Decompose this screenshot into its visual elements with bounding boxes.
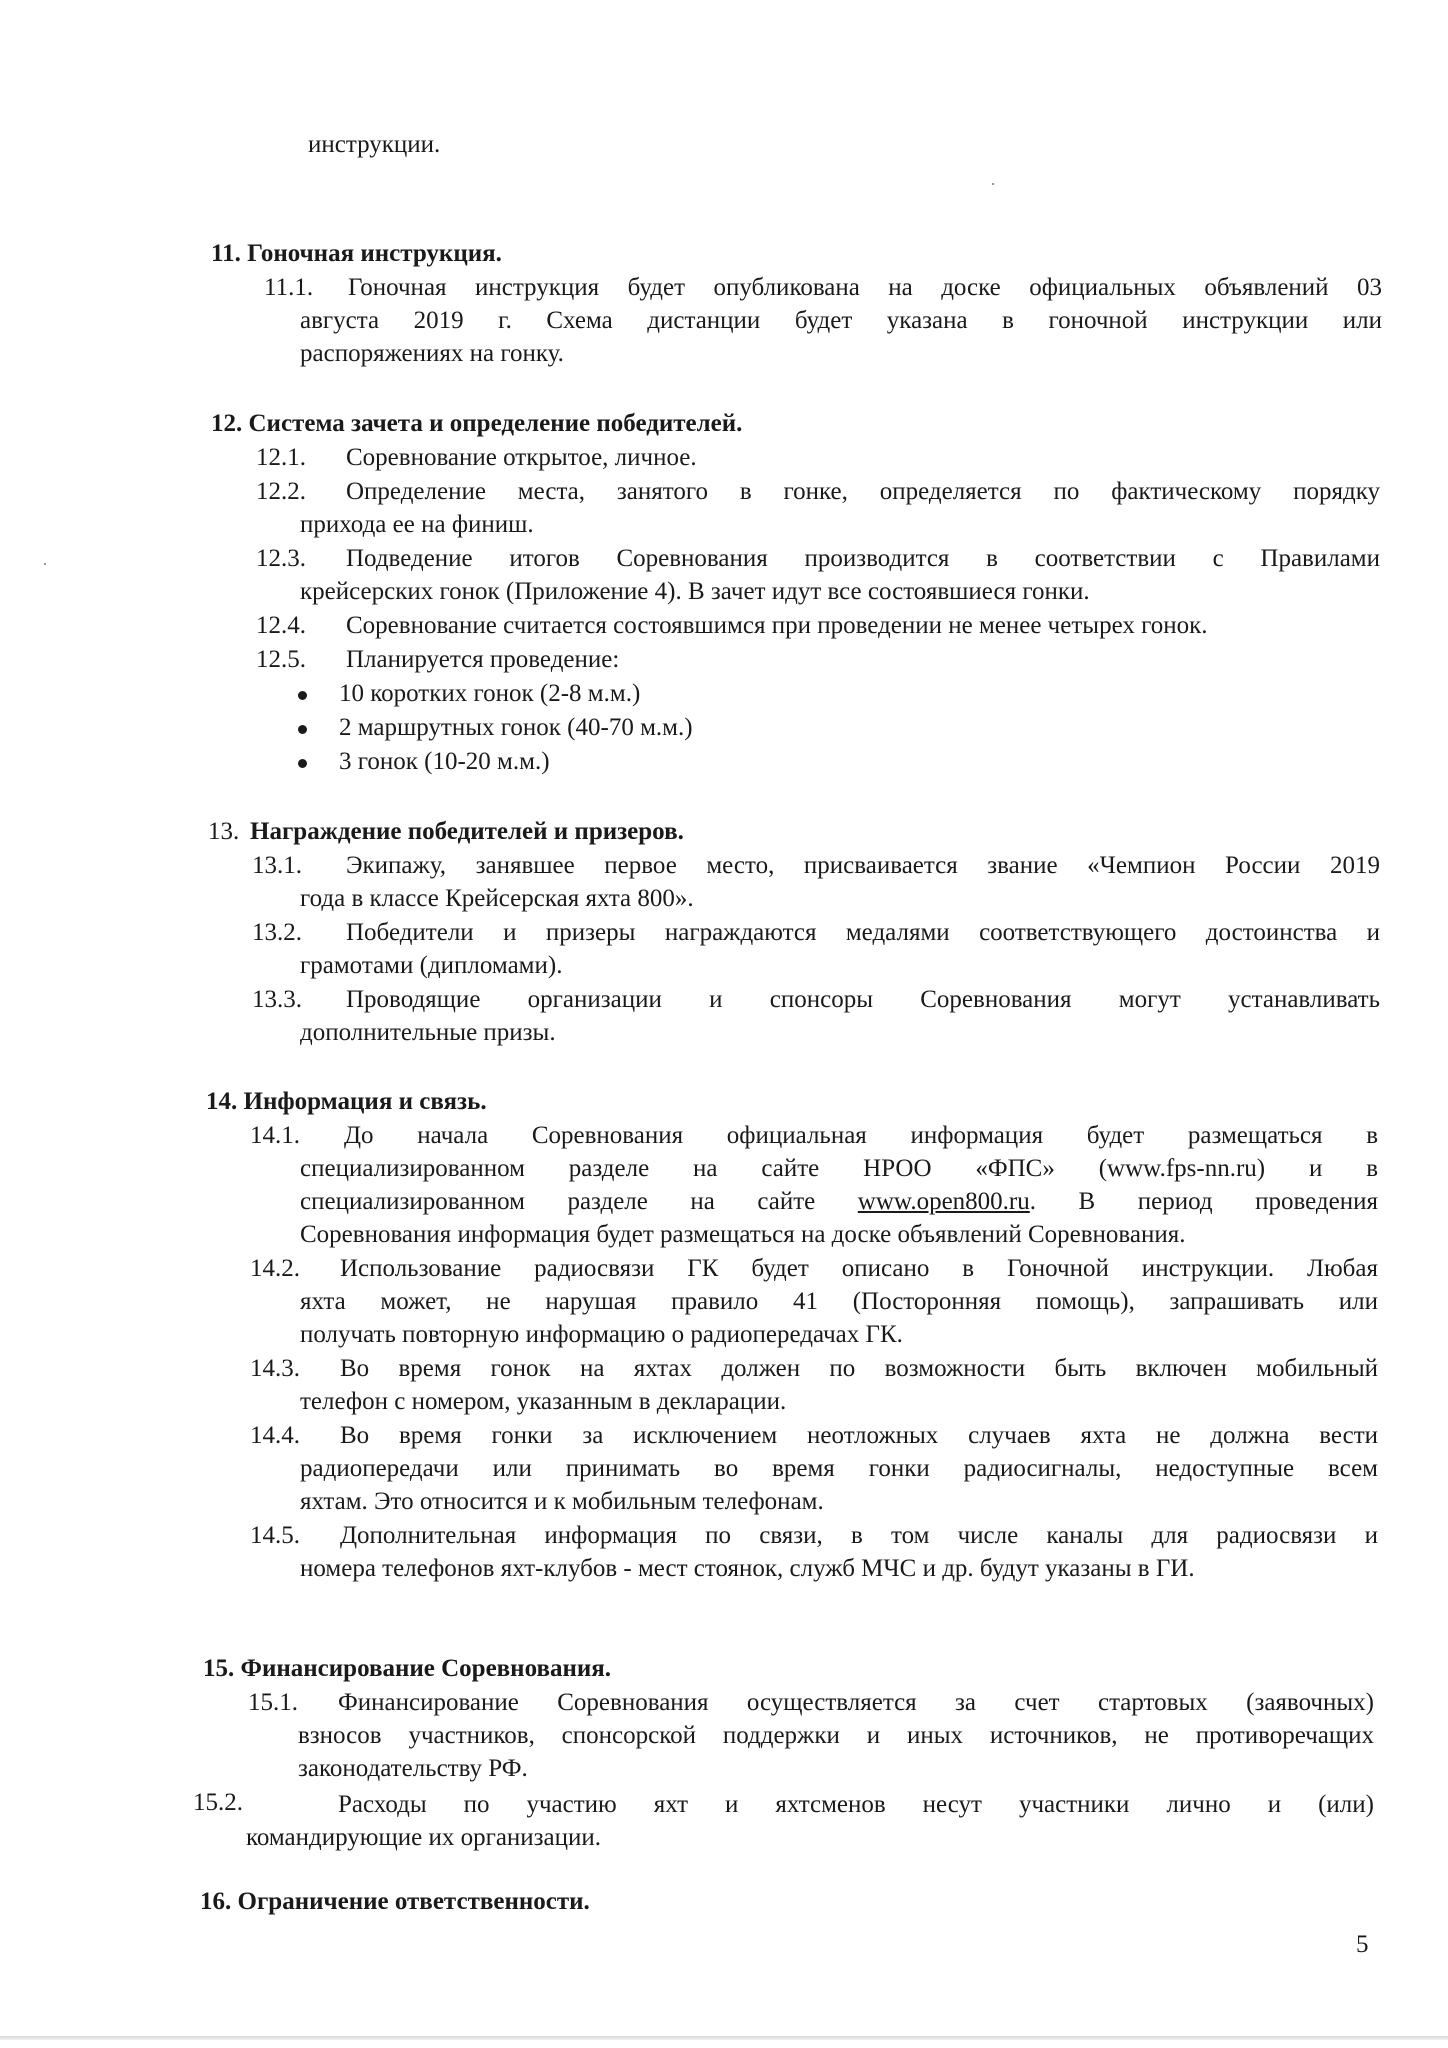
- item-text-11-1-line1: Гоночная инструкция будет опубликована на доске официальных объявлений 03: [348, 274, 1382, 301]
- section-heading-16: 16. Ограничение ответственности.: [200, 1888, 590, 1915]
- bullet-item: 2 маршрутных гонок (40-70 м.м.): [339, 714, 693, 741]
- website-link[interactable]: www.open800.ru: [857, 1188, 1030, 1215]
- item-number-13-2: 13.2.: [252, 919, 302, 946]
- item-text-14-4-line1: Во время гонки за исключением неотложных случаев яхта не должна вести: [340, 1422, 1378, 1449]
- item-text-14-1-line3: [300, 1187, 1378, 1217]
- item-text-14-2-line1: Использование радиосвязи ГК будет описано в Гоночной инструкции. Любая: [340, 1255, 1378, 1282]
- item-text-11-1-line3: распоряжениях на гонку.: [300, 340, 564, 367]
- item-text-14-4-line3: яхтам. Это относится и к мобильным телефонам.: [300, 1488, 824, 1515]
- item-number-15-1: 15.1.: [248, 1689, 298, 1716]
- item-text-14-1-line4: Соревнования информация будет размещаться на доске объявлений Соревнования.: [300, 1221, 1186, 1248]
- bullet-icon: [298, 759, 307, 768]
- bullet-item: 3 гонок (10-20 м.м.): [339, 748, 550, 775]
- item-number-14-5: 14.5.: [250, 1522, 300, 1549]
- item-number-12-3: 12.3.: [256, 545, 306, 572]
- bullet-icon: [298, 725, 307, 734]
- item-text-15-2-line2: командирующие их организации.: [246, 1824, 602, 1851]
- item-text-13-2-line1: Победители и призеры награждаются медалями соответствующего достоинства и: [346, 919, 1380, 946]
- item-text-15-2-line1: Расходы по участию яхт и яхтсменов несут участники лично и (или): [338, 1791, 1374, 1818]
- item-text-14-5-line1: Дополнительная информация по связи, в том числе каналы для радиосвязи и: [340, 1522, 1378, 1549]
- item-text-13-3-line2: дополнительные призы.: [300, 1019, 556, 1046]
- item-number-12-2: 12.2.: [256, 478, 306, 505]
- item-text-15-1-line3: законодательству РФ.: [298, 1755, 528, 1782]
- item-number-14-3: 14.3.: [250, 1355, 300, 1382]
- item-text-12-4: Соревнование считается состоявшимся при проведении не менее четырех гонок.: [346, 612, 1208, 639]
- item-number-12-5: 12.5.: [256, 646, 306, 673]
- intro-fragment: инструкции.: [308, 131, 441, 158]
- item-number-12-4: 12.4.: [256, 612, 306, 639]
- item-text-13-2-line2: грамотами (дипломами).: [300, 952, 563, 979]
- item-text-12-5: Планируется проведение:: [346, 646, 620, 673]
- item-text-14-4-line2: радиопередачи или принимать во время гонки радиосигналы, недоступные всем: [300, 1455, 1378, 1482]
- page-number: 5: [1356, 1931, 1369, 1958]
- section-number-13: 13.: [208, 818, 240, 845]
- section-heading-14: 14. Информация и связь.: [206, 1088, 487, 1115]
- item-text-12-3-line1: Подведение итогов Соревнования производится в соответствии с Правилами: [346, 545, 1380, 572]
- item-text-14-1-line3-after: . В период проведения: [1029, 1188, 1378, 1215]
- item-text-14-1-line2: специализированном разделе на сайте НРОО «ФПС» (www.fps-nn.ru) и в: [300, 1155, 1378, 1182]
- scan-speck: [44, 563, 46, 565]
- item-text-12-3-line2: крейсерских гонок (Приложение 4). В зачет идут все состоявшиеся гонки.: [300, 578, 1090, 605]
- item-text-14-1-line3-before: специализированном разделе на сайте: [300, 1188, 858, 1215]
- item-number-13-1: 13.1.: [252, 852, 302, 879]
- item-number-14-1: 14.1.: [250, 1122, 300, 1149]
- scan-speck: [992, 183, 994, 185]
- item-text-14-2-line3: получать повторную информацию о радиопередачах ГК.: [300, 1321, 903, 1348]
- item-text-13-1-line1: Экипажу, занявшее первое место, присваивается звание «Чемпион России 2019: [346, 852, 1380, 879]
- item-number-14-2: 14.2.: [250, 1255, 300, 1282]
- section-heading-13: Награждение победителей и призеров.: [250, 818, 684, 845]
- bullet-item: 10 коротких гонок (2-8 м.м.): [339, 680, 641, 707]
- item-text-12-2-line2: прихода ее на финиш.: [300, 511, 534, 538]
- item-text-13-1-line2: года в классе Крейсерская яхта 800».: [300, 885, 694, 912]
- item-text-13-3-line1: Проводящие организации и спонсоры Соревнования могут устанавливать: [346, 986, 1380, 1013]
- item-text-15-1-line2: взносов участников, спонсорской поддержки и иных источников, не противоречащих: [298, 1722, 1374, 1749]
- item-number-15-2: 15.2.: [193, 1789, 243, 1816]
- item-text-14-1-line1: До начала Соревнования официальная информация будет размещаться в: [344, 1122, 1378, 1149]
- section-heading-11: 11. Гоночная инструкция.: [211, 240, 502, 267]
- section-heading-15: 15. Финансирование Соревнования.: [203, 1655, 612, 1682]
- scan-edge: [0, 2036, 1448, 2040]
- item-number-12-1: 12.1.: [256, 444, 306, 471]
- item-number-14-4: 14.4.: [250, 1422, 300, 1449]
- item-text-14-5-line2: номера телефонов яхт-клубов - мест стоянок, служб МЧС и др. будут указаны в ГИ.: [300, 1555, 1195, 1582]
- item-text-11-1-line2: августа 2019 г. Схема дистанции будет указана в гоночной инструкции или: [300, 307, 1382, 334]
- item-number-11-1: 11.1.: [264, 274, 314, 301]
- bullet-icon: [298, 691, 307, 700]
- item-number-13-3: 13.3.: [252, 986, 302, 1013]
- item-text-12-1: Соревнование открытое, личное.: [346, 444, 697, 471]
- item-text-14-3-line1: Во время гонок на яхтах должен по возможности быть включен мобильный: [340, 1355, 1378, 1382]
- item-text-14-3-line2: телефон с номером, указанным в декларации.: [300, 1388, 787, 1415]
- item-text-15-1-line1: Финансирование Соревнования осуществляется за счет стартовых (заявочных): [338, 1689, 1374, 1716]
- section-heading-12: 12. Система зачета и определение победителей.: [211, 410, 743, 437]
- item-text-12-2-line1: Определение места, занятого в гонке, определяется по фактическому порядку: [346, 478, 1380, 505]
- item-text-14-2-line2: яхта может, не нарушая правило 41 (Посторонняя помощь), запрашивать или: [300, 1288, 1378, 1315]
